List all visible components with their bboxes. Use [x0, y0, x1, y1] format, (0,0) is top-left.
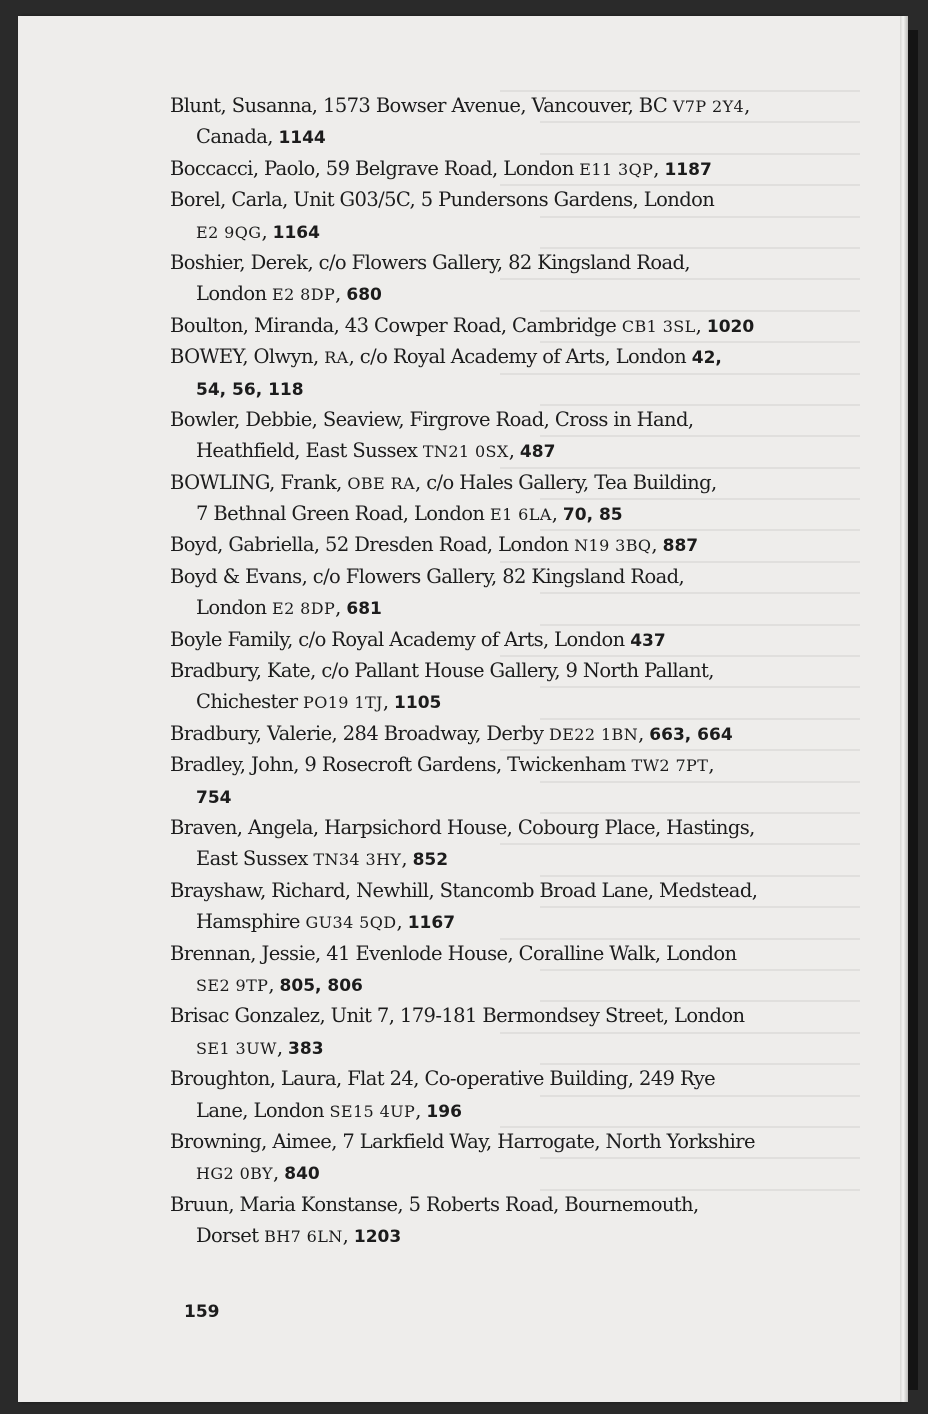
entry-text: Bradley, John, 9 Rosecroft Gardens, Twickenham [170, 753, 632, 777]
entry-text: Boccacci, Paolo, 59 Belgrave Road, London [170, 156, 580, 180]
index-entry [170, 529, 810, 560]
entry-text: BOWLING, Frank, [170, 470, 348, 494]
page-reference: 1167 [407, 913, 456, 934]
postcode-smallcaps: N19 3BQ [574, 536, 652, 556]
postcode-smallcaps: V7P 2Y4 [672, 97, 745, 116]
page-reference: 680 [346, 285, 382, 306]
page-reference: 754 [196, 787, 232, 808]
entry-text: , [551, 502, 563, 526]
entry-text: London [196, 596, 273, 620]
entry-first-line [170, 90, 810, 121]
index-entry [170, 812, 810, 875]
entry-first-line [170, 184, 810, 215]
entry-text: Boyd, Gabriella, 52 Dresden Road, London [170, 533, 575, 557]
entry-text: , [651, 533, 663, 557]
entry-first-line [170, 1189, 810, 1220]
entry-text: , [268, 972, 280, 996]
entry-continuation-line [170, 1157, 810, 1188]
entry-text: Broughton, Laura, Flat 24, Co-operative Building, 249 Rye [170, 1067, 716, 1091]
entry-continuation-line [170, 121, 810, 152]
entry-first-line [170, 529, 810, 560]
entry-continuation-line [170, 435, 810, 466]
entry-text: , [638, 721, 650, 745]
index-entry [170, 938, 810, 1001]
page-reference: 383 [288, 1038, 324, 1059]
entry-text: Browning, Aimee, 7 Larkfield Way, Harrogate, North Yorkshire [170, 1129, 755, 1153]
postcode-smallcaps: GU34 5QD [305, 913, 397, 933]
entry-text: Boyd & Evans, c/o Flowers Gallery, 82 Kingsland Road, [170, 564, 685, 588]
entry-continuation-line [170, 216, 810, 247]
page-reference: 70, 85 [562, 505, 623, 526]
entry-continuation-line [170, 781, 810, 812]
postcode-smallcaps: DE22 1BN [549, 724, 639, 744]
postcode-smallcaps: E2 9QG [196, 222, 262, 242]
book-spine-shadow [908, 30, 918, 1390]
entry-text: Lane, London [196, 1098, 330, 1122]
entry-text: , [261, 219, 273, 243]
postcode-smallcaps: TW2 7PT [631, 756, 709, 776]
page-reference: 54, 56, 118 [196, 379, 304, 400]
entry-first-line [170, 310, 810, 341]
page-reference: 840 [284, 1164, 320, 1185]
index-entry [170, 875, 810, 938]
entry-text: Chichester [196, 690, 304, 714]
entry-text: , [415, 1098, 427, 1122]
index-entry [170, 153, 810, 184]
entry-continuation-line [170, 1220, 810, 1251]
entry-continuation-line [170, 686, 810, 717]
entry-first-line [170, 938, 810, 969]
index-entry [170, 1063, 810, 1126]
entry-first-line [170, 655, 810, 686]
entry-first-line [170, 341, 810, 372]
entry-continuation-line [170, 906, 810, 937]
entry-first-line [170, 624, 810, 655]
entry-first-line [170, 153, 810, 184]
index-entry [170, 1189, 810, 1252]
entry-text: , [401, 847, 413, 871]
page-reference: 1020 [706, 316, 755, 337]
entry-first-line [170, 247, 810, 278]
index-entries [170, 90, 810, 1251]
page-reference: 196 [426, 1101, 462, 1122]
postcode-smallcaps: RA [324, 348, 349, 368]
entry-first-line [170, 718, 810, 749]
postcode-smallcaps: TN34 3HY [313, 850, 402, 870]
entry-text: , [276, 1035, 289, 1059]
entry-text: Borel, Carla, Unit G03/5C, 5 Pundersons Gardens, London [170, 188, 715, 212]
entry-text: London [196, 282, 273, 306]
entry-text: , [653, 156, 665, 180]
entry-text: Brisac Gonzalez, Unit 7, 179-181 Bermondsey Street, London [170, 1004, 745, 1028]
entry-text: Bradbury, Kate, c/o Pallant House Gallery, 9 North Pallant, [170, 659, 714, 683]
page-reference: 1203 [353, 1227, 402, 1248]
postcode-smallcaps: OBE RA [347, 473, 416, 493]
entry-text: Canada, [196, 125, 279, 149]
entry-continuation-line [170, 843, 810, 874]
postcode-smallcaps: E2 8DP [272, 285, 336, 305]
entry-text: , [396, 910, 408, 934]
entry-text: , [708, 753, 714, 777]
entry-first-line [170, 812, 810, 843]
entry-text: Bowler, Debbie, Seaview, Firgrove Road, Cross in Hand, [170, 407, 694, 431]
postcode-smallcaps: SE15 4UP [329, 1101, 416, 1121]
page-reference: 487 [519, 442, 556, 463]
entry-text: , [508, 439, 520, 463]
entry-text: , [695, 313, 707, 337]
postcode-smallcaps: E1 6LA [489, 505, 552, 525]
entry-text: East Sussex [196, 847, 314, 871]
page-reference: 663, 664 [649, 724, 733, 745]
entry-text: Hamsphire [196, 910, 306, 934]
page-reference: 437 [630, 630, 666, 651]
postcode-smallcaps: E11 3QP [579, 159, 654, 179]
page-reference: 1105 [394, 693, 442, 714]
entry-continuation-line [170, 278, 810, 309]
index-entry [170, 341, 810, 404]
entry-text: , c/o Hales Gallery, Tea Building, [415, 470, 717, 494]
postcode-smallcaps: PO19 1TJ [303, 693, 383, 713]
entry-text: Braven, Angela, Harpsichord House, Cobourg Place, Hastings, [170, 815, 755, 839]
entry-text: BOWEY, Olwyn, [170, 345, 325, 369]
index-entry [170, 90, 810, 153]
entry-first-line [170, 875, 810, 906]
page-reference: 42, [691, 348, 722, 369]
entry-first-line [170, 749, 810, 780]
index-entry [170, 749, 810, 812]
page-reference: 852 [412, 850, 449, 871]
postcode-smallcaps: HG2 0BY [196, 1164, 274, 1184]
index-entry [170, 467, 810, 530]
entry-text: Brennan, Jessie, 41 Evenlode House, Coralline Walk, London [170, 941, 737, 965]
postcode-smallcaps: BH7 6LN [264, 1227, 343, 1247]
page-reference: 805, 806 [279, 975, 363, 996]
entry-first-line [170, 404, 810, 435]
entry-text: , c/o Royal Academy of Arts, London [348, 345, 692, 369]
entry-text: Heathfield, East Sussex [196, 439, 423, 463]
index-entry [170, 184, 810, 247]
page-reference: 1187 [664, 159, 712, 180]
page-reference: 1144 [278, 128, 326, 149]
index-entry [170, 404, 810, 467]
page-number: 159 [184, 1302, 220, 1322]
entry-continuation-line [170, 1032, 810, 1063]
postcode-smallcaps: E2 8DP [272, 599, 336, 619]
entry-text: Boshier, Derek, c/o Flowers Gallery, 82 Kingsland Road, [170, 250, 690, 274]
page-edge [900, 16, 908, 1402]
entry-text: 7 Bethnal Green Road, London [196, 502, 490, 526]
entry-first-line [170, 561, 810, 592]
entry-text: Boyle Family, c/o Royal Academy of Arts, London [170, 627, 631, 651]
entry-text: Bruun, Maria Konstanse, 5 Roberts Road, Bournemouth, [170, 1192, 699, 1216]
page-reference: 681 [346, 599, 382, 620]
entry-first-line [170, 1126, 810, 1157]
index-entry [170, 561, 810, 624]
entry-first-line [170, 1063, 810, 1094]
entry-text: , [382, 690, 395, 714]
entry-text: Boulton, Miranda, 43 Cowper Road, Cambridge [170, 313, 622, 337]
entry-text: , [342, 1224, 354, 1248]
entry-text: , [335, 596, 347, 620]
postcode-smallcaps: SE1 3UW [196, 1038, 277, 1058]
postcode-smallcaps: CB1 3SL [621, 316, 696, 336]
index-entry [170, 1126, 810, 1189]
index-entry [170, 1000, 810, 1063]
index-entry [170, 718, 810, 749]
entry-text: , [273, 1161, 285, 1185]
entry-first-line [170, 1000, 810, 1031]
index-entry [170, 655, 810, 718]
entry-continuation-line [170, 1095, 810, 1126]
entry-first-line [170, 467, 810, 498]
entry-text: Blunt, Susanna, 1573 Bowser Avenue, Vancouver, BC [170, 94, 673, 117]
entry-text: Dorset [196, 1224, 265, 1248]
entry-text: , [744, 94, 750, 117]
index-entry [170, 624, 810, 655]
entry-continuation-line [170, 373, 810, 404]
postcode-smallcaps: SE2 9TP [196, 975, 269, 995]
page-reference: 1164 [272, 222, 320, 243]
entry-text: , [335, 282, 347, 306]
index-entry [170, 247, 810, 310]
entry-continuation-line [170, 969, 810, 1000]
page-reference: 887 [662, 536, 699, 557]
entry-text: Brayshaw, Richard, Newhill, Stancomb Broad Lane, Medstead, [170, 878, 758, 902]
entry-text: Bradbury, Valerie, 284 Broadway, Derby [170, 721, 549, 745]
entry-continuation-line [170, 498, 810, 529]
index-entry [170, 310, 810, 341]
postcode-smallcaps: TN21 0SX [422, 442, 509, 462]
entry-continuation-line [170, 592, 810, 623]
